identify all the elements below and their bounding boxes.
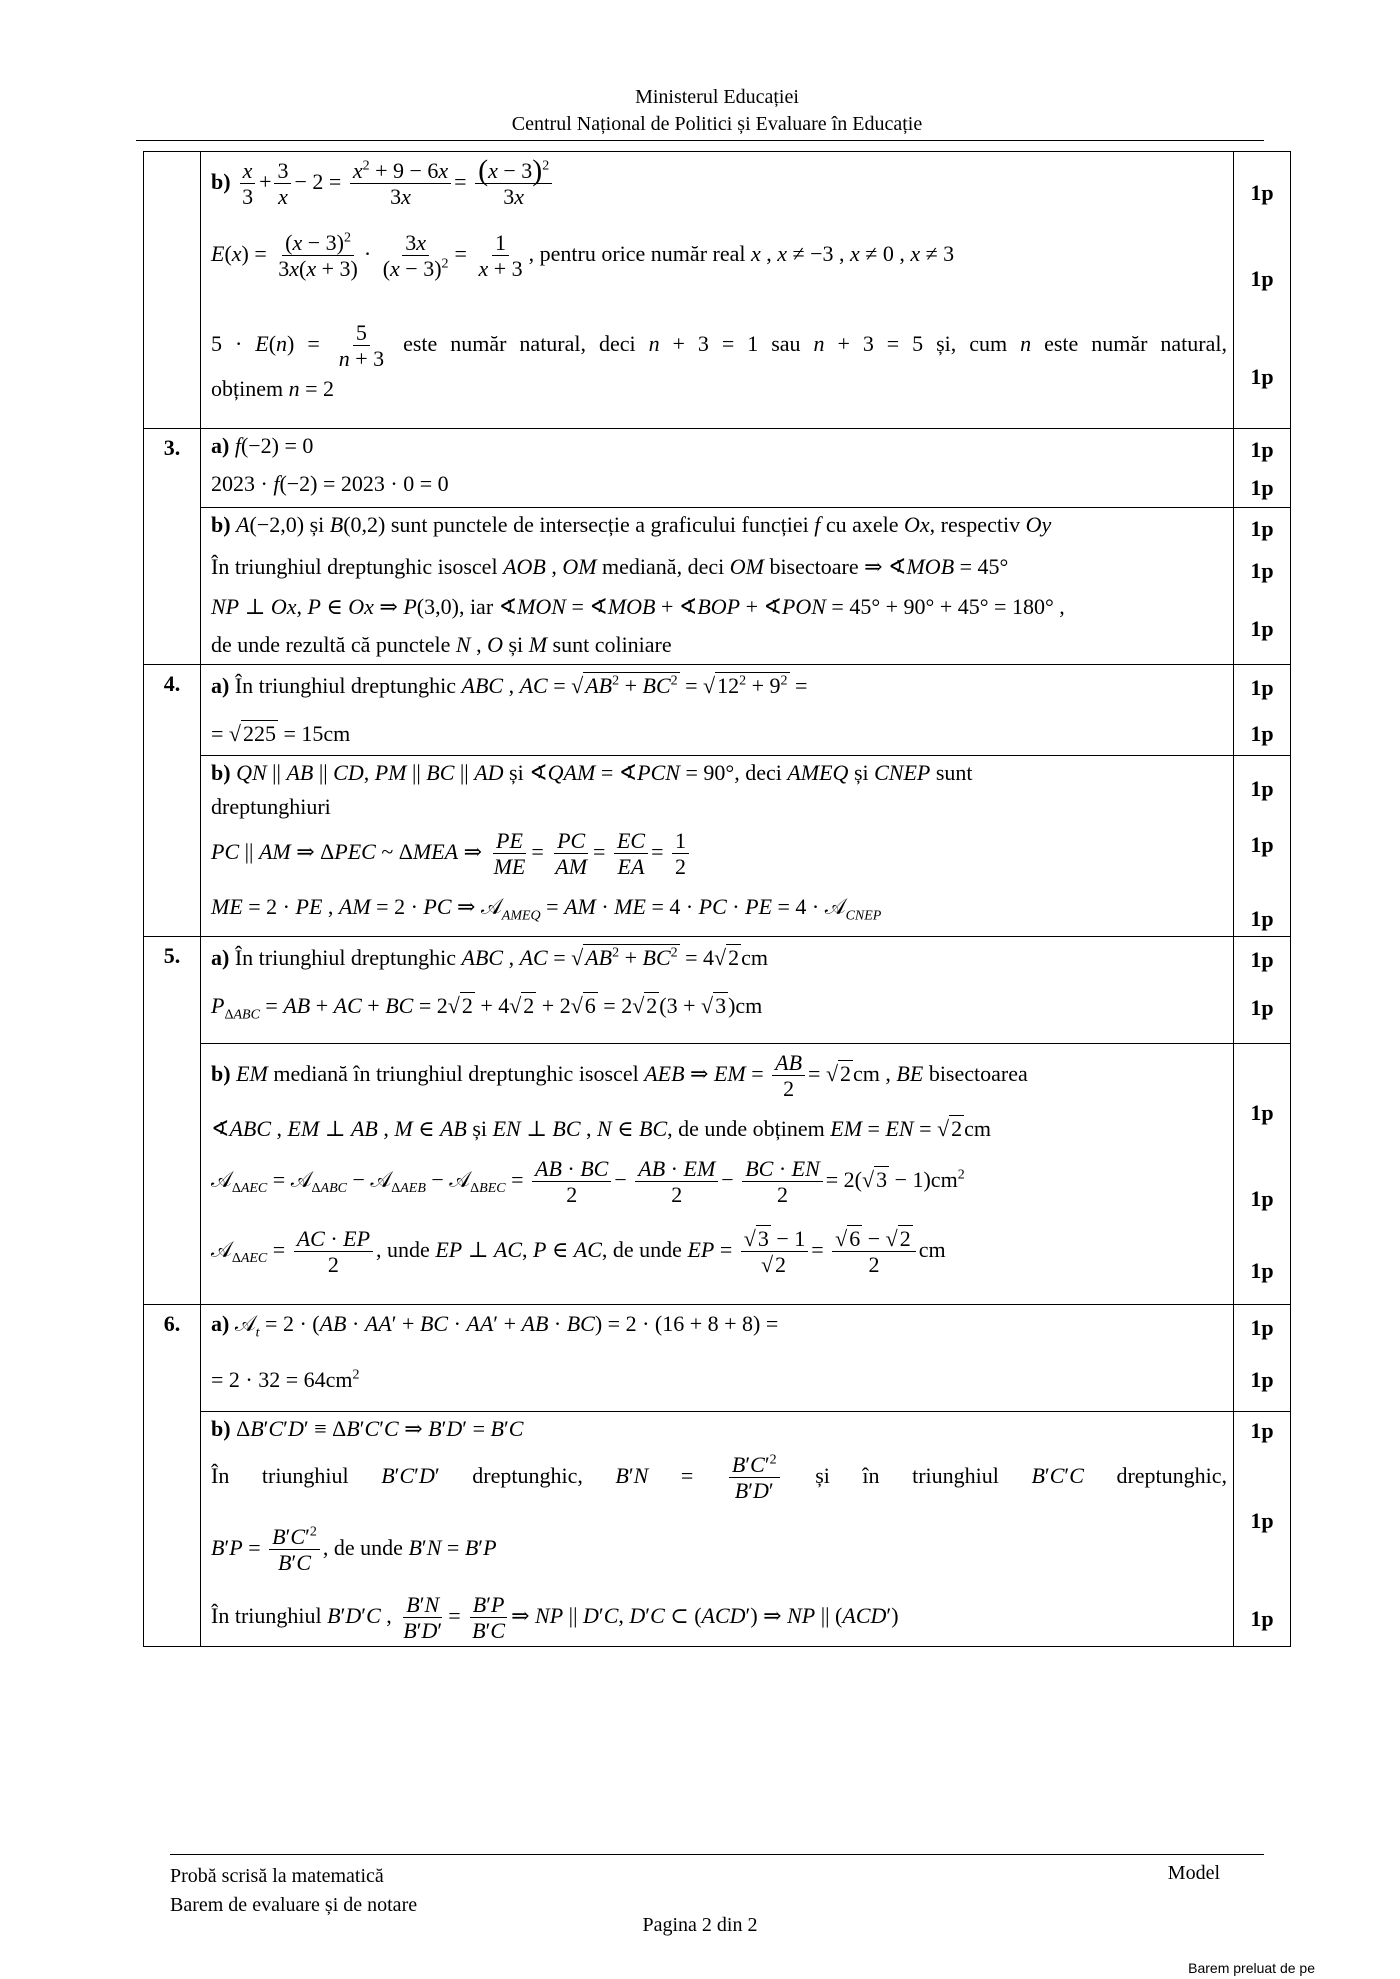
footer-left	[170, 1862, 417, 1920]
points-column	[1234, 429, 1291, 508]
problem-number	[144, 152, 201, 429]
points-column	[1234, 756, 1291, 937]
step-line: de unde rezultă că punctele N , O și M sunt coliniare	[211, 632, 672, 657]
points-column	[1234, 152, 1291, 429]
header-divider	[136, 140, 1264, 141]
step-line: $P_{\Delta ABC}$ = AB + AC + BC = 2√2 + 4√2 + 2√6 = 2√2(3 + √3)cm	[211, 993, 763, 1023]
points-badge: 1p	[1250, 1367, 1274, 1392]
step-line: NP ⊥ Ox, P ∈ Ox ⇒ P(3,0), iar ∢MON = ∢MOB + ∢BOP + ∢PON = 45° + 90° + 45° = 180° ,	[211, 594, 1065, 619]
problem-4a-body	[201, 665, 1234, 756]
step-line: E(x) = $\frac{(x - 3)^2}{3x(x + 3)}$ · $\frac{3x}{(x - 3)^2}$ = $\frac{1}{x + 3}$ , pentru orice număr real x , x ≠ −3 , x ≠ 0 , x ≠ 3	[211, 230, 955, 282]
step-line: b) ΔB′C′D′ ≡ ΔB′C′C ⇒ B′D′ = B′C	[211, 1416, 524, 1441]
page-number: Pagina 2 din 2	[642, 1914, 758, 1936]
problem-5b-body	[201, 1044, 1234, 1305]
center-name: Centrul Național de Politici și Evaluare în Educație	[511, 113, 923, 135]
points-column	[1234, 1412, 1291, 1647]
problem-2-row	[144, 152, 1291, 429]
document-header	[170, 84, 1264, 138]
points-badge: 1p	[1250, 947, 1274, 972]
points-column	[1234, 665, 1291, 756]
problem-3b-body	[201, 508, 1234, 665]
points-badge: 1p	[1250, 675, 1274, 700]
step-line: În triunghiul dreptunghic isoscel AOB , OM mediană, deci OM bisectoare ⇒ ∢MOB = 45°	[211, 554, 1009, 579]
points-badge: 1p	[1250, 832, 1274, 857]
step-line: = $2 \cdot 32 = 64cm^2$	[211, 1367, 360, 1392]
problem-6-row-a	[144, 1305, 1291, 1412]
step-line: dreptunghiuri	[211, 794, 331, 819]
step-line: b) $\frac{x}{3}$ + $\frac{3}{x}$ − 2 = $\frac{x^2 + 9 - 6x}{3x}$ = $\frac{(x - 3)^2}{3x}$	[211, 152, 1227, 224]
step-line: 𝒜$_{\Delta AEC}$ = 𝒜$_{\Delta ABC}$ − 𝒜$_{\Delta AEB}$ − 𝒜$_{\Delta BEC}$ = $\frac{AB \cdot BC}{2}$ − $\frac{AB \cdot EM}{2}$ − $\frac{BC \cdot EN}{2}$ = $2(√3 - 1)cm^2$	[211, 1156, 965, 1208]
problem-5a-body	[201, 937, 1234, 1044]
step-line: = √225 = 15cm	[211, 721, 351, 746]
points-badge: 1p	[1250, 516, 1274, 541]
problem-3-row-a	[144, 429, 1291, 508]
step-line: B′P = $\frac{B'C'^2}{B'C}$ , de unde B′N = B′P	[211, 1524, 497, 1576]
problem-5-row-a	[144, 937, 1291, 1044]
points-badge: 1p	[1250, 776, 1274, 801]
points-column	[1234, 1044, 1291, 1305]
step-line: PC || AM ⇒ ΔPEC ~ ΔMEA ⇒ $\frac{PE}{ME}$ = $\frac{PC}{AM}$ = $\frac{EC}{EA}$ = $\frac{1}{2}$	[211, 828, 1227, 894]
points-column	[1234, 508, 1291, 665]
exam-subject: Probă scrisă la matematică	[170, 1865, 384, 1887]
source-note: Barem preluat de pe	[1188, 1960, 1315, 1976]
points-badge: 1p	[1250, 1606, 1274, 1631]
footer-divider	[170, 1854, 1264, 1855]
step-line: b) A(−2,0) și B(0,2) sunt punctele de intersecție a graficului funcției f cu axele Ox, respectiv Oy	[211, 512, 1052, 537]
points-column	[1234, 1305, 1291, 1412]
step-line: 5 · E(n) = $\frac{5}{n + 3}$ este număr natural, deci n + 3 = 1 sau n + 3 = 5 și, cum n este număr natural,	[211, 320, 1227, 372]
points-badge: 1p	[1250, 1418, 1274, 1443]
problem-number: 3.	[144, 429, 201, 665]
step-line: În triunghiul B′C′D′ dreptunghic, B′N = $\frac{B'C'^2}{B'D'}$ și în triunghiul B′C′C dreptunghic,	[211, 1452, 1228, 1504]
step-line: obținem n = 2	[211, 376, 335, 401]
step-line: b) EM mediană în triunghiul dreptunghic isoscel AEB ⇒ EM = $\frac{AB}{2}$ = √2cm , BE bisectoarea	[211, 1050, 1028, 1102]
ministry-name: Ministerul Educației	[635, 86, 799, 108]
points-badge: 1p	[1250, 1258, 1274, 1283]
points-badge: 1p	[1250, 1508, 1274, 1533]
points-badge: 1p	[1250, 995, 1274, 1020]
problem-6b-body	[201, 1412, 1234, 1647]
step-line: 𝒜$_{\Delta AEC}$ = $\frac{AC \cdot EP}{2}$ , unde EP ⊥ AC, P ∈ AC, de unde EP = $\frac{√3 - 1}{√2}$ = $\frac{√6 - √2}{2}$ cm	[211, 1226, 946, 1278]
problem-number: 4.	[144, 665, 201, 937]
points-badge: 1p	[1250, 558, 1274, 583]
step-line: ME = 2 · PE , AM = 2 · PC ⇒ 𝒜$_{AMEQ}$ = AM · ME = 4 · PC · PE = 4 · 𝒜$_{CNEP}$	[211, 894, 882, 924]
problem-4b-body	[201, 756, 1234, 937]
problem-5-row-b	[144, 1044, 1291, 1305]
problem-3a-body	[201, 429, 1234, 508]
problem-6-row-b	[144, 1412, 1291, 1647]
problem-number: 6.	[144, 1305, 201, 1647]
points-badge: 1p	[1250, 475, 1274, 500]
grading-table	[143, 151, 1291, 1647]
points-badge: 1p	[1250, 1100, 1274, 1125]
problem-2-body	[201, 152, 1234, 429]
step-line: b) QN || AB || CD, PM || BC || AD și ∢QAM = ∢PCN = 90°, deci AMEQ și CNEP sunt	[211, 760, 973, 785]
problem-6a-body	[201, 1305, 1234, 1412]
step-line: În triunghiul B′D′C , $\frac{B'N}{B'D'}$ = $\frac{B'P}{B'C}$ ⇒ NP || D′C, D′C ⊂ (ACD′) ⇒ NP || (ACD′)	[211, 1592, 899, 1644]
points-badge: 1p	[1250, 616, 1274, 641]
step-line: a) 𝒜$_t$ = 2 · (AB · AA′ + BC · AA′ + AB · BC) = 2 · (16 + 8 + 8) =	[211, 1311, 779, 1341]
problem-number: 5.	[144, 937, 201, 1305]
points-badge: 1p	[1250, 266, 1274, 291]
model-label: Model	[1167, 1862, 1220, 1884]
step-line: a) În triunghiul dreptunghic ABC , AC = $√AB^2 + BC^2 = 4√2cm$	[211, 945, 768, 970]
points-badge: 1p	[1250, 1186, 1274, 1211]
problem-4-row-b	[144, 756, 1291, 937]
step-line: a) f(−2) = 0	[211, 433, 314, 458]
barem-label: Barem de evaluare și de notare	[170, 1894, 418, 1916]
points-badge: 1p	[1250, 437, 1274, 462]
step-line: a) În triunghiul dreptunghic ABC , AC = $√AB^2 + BC^2 = √12^2 + 9^2$ =	[211, 673, 808, 698]
points-badge: 1p	[1250, 364, 1274, 389]
points-badge: 1p	[1250, 906, 1274, 931]
step-line: 2023 · f(−2) = 2023 · 0 = 0	[211, 471, 449, 496]
problem-3-row-b	[144, 508, 1291, 665]
points-badge: 1p	[1250, 1315, 1274, 1340]
points-column	[1234, 937, 1291, 1044]
problem-4-row-a	[144, 665, 1291, 756]
points-badge: 1p	[1250, 180, 1274, 205]
step-line: ∢ABC , EM ⊥ AB , M ∈ AB și EN ⊥ BC , N ∈ BC, de unde obținem EM = EN = √2cm	[211, 1116, 991, 1141]
points-badge: 1p	[1250, 721, 1274, 746]
